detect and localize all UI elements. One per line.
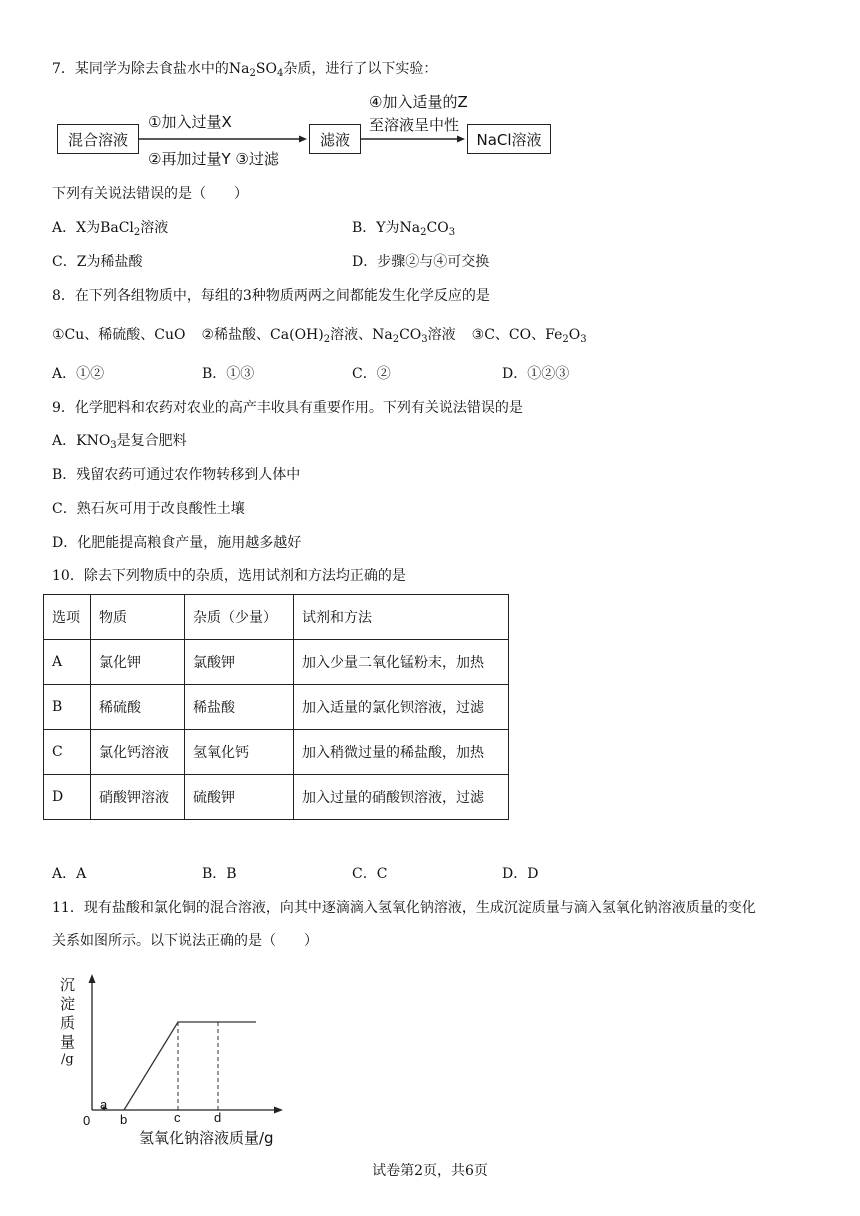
q8-option-a[interactable]: A．①② [52,366,105,382]
q11-stem-line2: 关系如图所示。以下说法正确的是（ ） [52,933,318,949]
table-header-cell: 杂质（少量） [185,595,294,640]
q8-groups [52,326,587,344]
q7-option-d[interactable]: D．步骤②与④可交换 [352,254,490,270]
table-cell: 氯酸钾 [185,640,294,685]
q11-stem-line1: 11．现有盐酸和氯化铜的混合溶液，向其中逐滴滴入氢氧化钠溶液，生成沉淀质量与滴入氢氧化钠溶液质量的变化 [52,900,756,916]
q10-stem: 10．除去下列物质中的杂质，选用试剂和方法均正确的是 [52,568,406,584]
table-cell: C [44,730,91,775]
q7-option-c[interactable]: C．Z为稀盐酸 [52,254,143,270]
flow-step2-label: ②再加过量Y ③过滤 [148,150,279,168]
q9-option-a[interactable]: A．$KNO_3$是复合肥料 [52,433,187,451]
graph-origin-label: 0 [83,1113,91,1128]
flow-box-filtrate: 滤液 [309,124,361,154]
table-cell: 氯化钾 [91,640,185,685]
q7-option-b[interactable]: B．Y为$Na_2CO_3$ [352,220,456,238]
table-cell: 氢氧化钙 [185,730,294,775]
table-row [44,775,509,820]
graph-point-d: d [214,1110,222,1125]
q8-stem: 8．在下列各组物质中，每组的3种物质两两之间都能发生化学反应的是 [52,288,490,304]
q7-stem: 7．某同学为除去食盐水中的$Na_2SO_4$杂质，进行了以下实验： [52,61,438,79]
q8-group-2: ②稀盐酸、$Ca(OH)_2$溶液、$Na_2CO_3$溶液 [201,327,456,345]
table-header-cell: 物质 [91,595,185,640]
table-cell: 加入少量二氧化锰粉末，加热 [294,640,509,685]
table-header-cell: 选项 [44,595,91,640]
table-cell: B [44,685,91,730]
graph-point-a: a [100,1097,108,1112]
table-header-cell: 试剂和方法 [294,595,509,640]
q10-option-c[interactable]: C．C [352,866,388,882]
q10-option-a[interactable]: A．A [52,866,87,882]
q9-option-d[interactable]: D．化肥能提高粮食产量，施用越多越好 [52,535,302,551]
table-cell: 加入稍微过量的稀盐酸，加热 [294,730,509,775]
table-cell: 硝酸钾溶液 [91,775,185,820]
q8-group-1: ①Cu、稀硫酸、CuO [52,327,186,343]
q8-option-b[interactable]: B．①③ [202,366,255,382]
table-row [44,640,509,685]
q9-option-c[interactable]: C．熟石灰可用于改良酸性土壤 [52,501,245,517]
flow-arrows [0,0,860,200]
table-cell: 加入适量的氯化钡溶液，过滤 [294,685,509,730]
q9-option-b[interactable]: B．残留农药可通过农作物转移到人体中 [52,467,301,483]
q7-question: 下列有关说法错误的是（ ） [52,186,248,202]
flow-step4a-label: ④加入适量的Z [369,93,468,111]
q8-group-3: ③C、CO、$Fe_2O_3$ [471,327,587,345]
table-cell: 氯化钙溶液 [91,730,185,775]
graph-y-unit: /g [61,1052,74,1067]
table-cell: 稀盐酸 [185,685,294,730]
q8-option-c[interactable]: C．② [352,366,391,382]
q10-table [43,594,509,820]
flow-step1-label: ①加入过量X [148,113,232,131]
table-cell: 稀硫酸 [91,685,185,730]
q10-option-b[interactable]: B．B [202,866,237,882]
table-cell: 加入过量的硝酸钡溶液，过滤 [294,775,509,820]
q8-option-d[interactable]: D．①②③ [502,366,570,382]
table-header-row [44,595,509,640]
table-cell: 硫酸钾 [185,775,294,820]
page-footer: 试卷第2页，共6页 [372,1163,488,1179]
flow-box-mixed-solution: 混合溶液 [57,124,139,154]
q7-option-a[interactable]: A．X为BaCl$_2$溶液 [52,220,169,238]
flow-step4b-label: 至溶液呈中性 [369,116,460,134]
flow-box-nacl-solution: NaCl溶液 [467,124,551,154]
graph-x-label: 氢氧化钠溶液质量/g [139,1129,274,1147]
table-row [44,685,509,730]
graph-y-label: 沉 淀 质 量 [60,976,76,1051]
table-cell: D [44,775,91,820]
q9-stem: 9．化学肥料和农药对农业的高产丰收具有重要作用。下列有关说法错误的是 [52,400,523,416]
graph-point-b: b [120,1112,128,1127]
graph-point-c: c [174,1110,181,1125]
table-row [44,730,509,775]
q10-option-d[interactable]: D．D [502,866,539,882]
table-cell: A [44,640,91,685]
